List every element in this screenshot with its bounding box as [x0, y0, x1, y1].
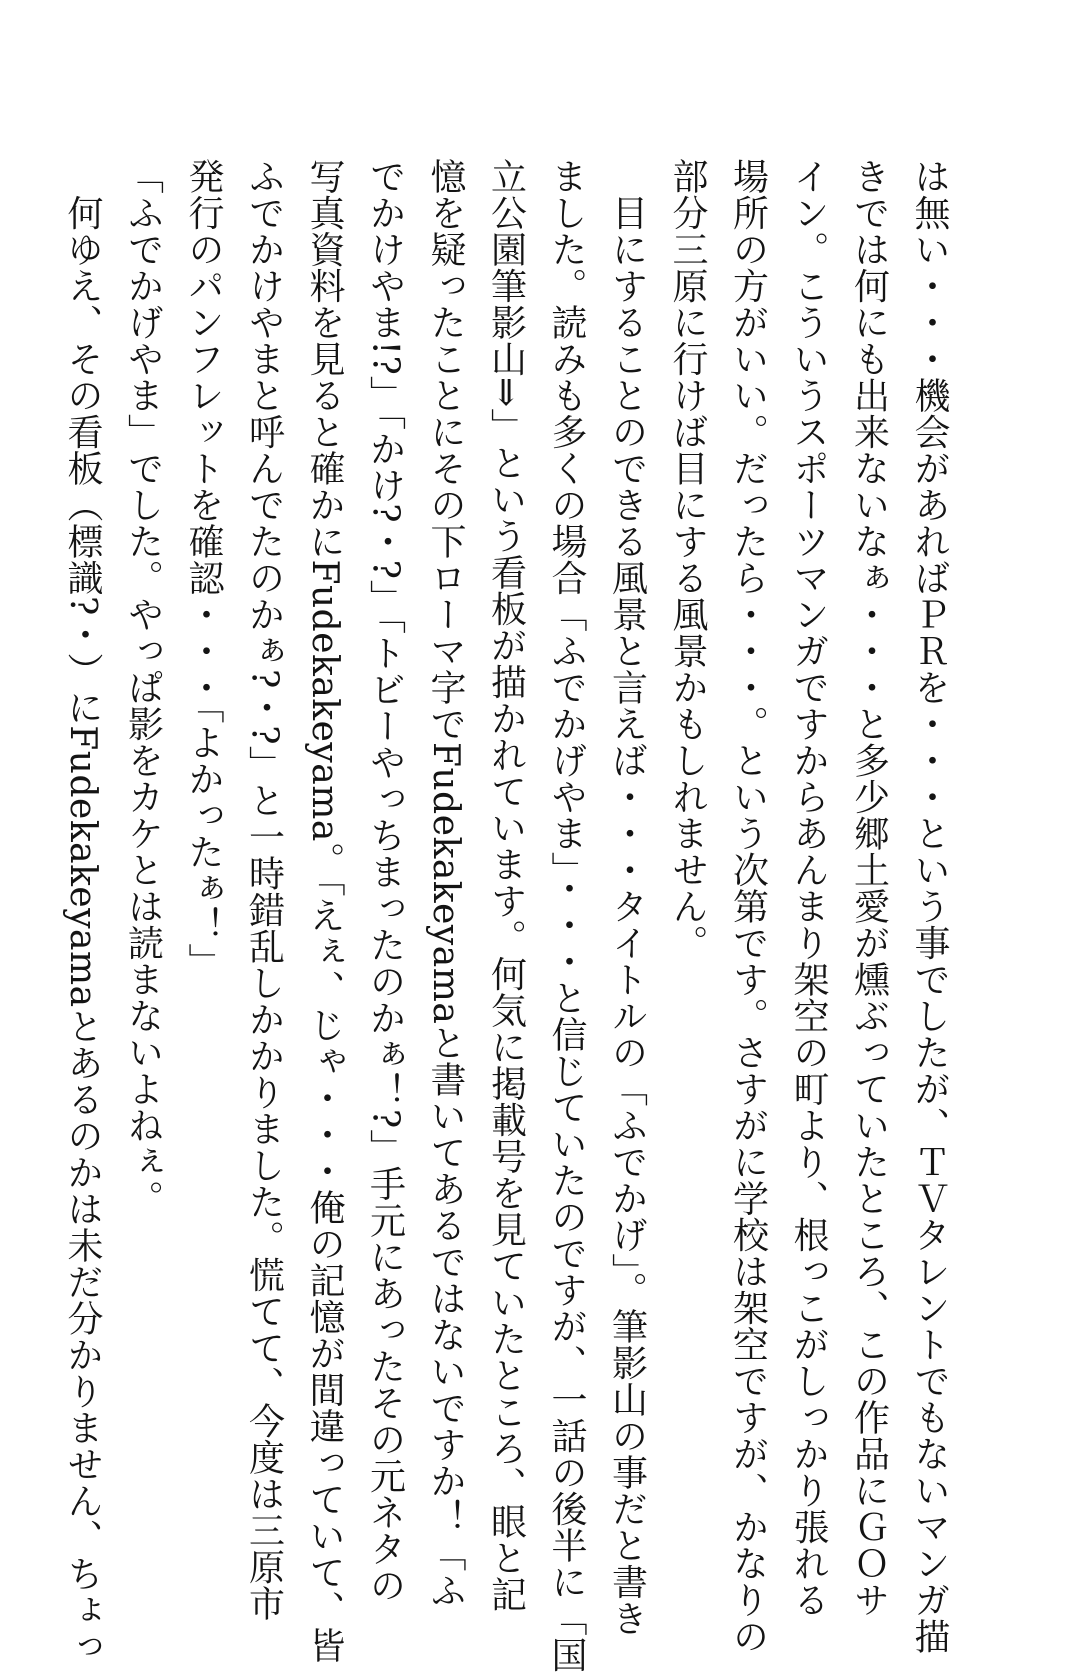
text-line: きでは何にも出来ないなぁ・・・と多少郷土愛が燻ぶっていたところ、この作品にＧＯサ [848, 158, 890, 1618]
text-line: は無い・・・機会があればＰＲを・・・という事でしたが、ＴＶタレントでもないマンガ描 [909, 158, 950, 1655]
text-line: 「ふでかげやま」でした。やっぱ影をカケとは読まないよねぇ。 [122, 158, 164, 1217]
text-line: 写真資料を見ると確かにFudekakeyama。「えぇ、じゃ・・・俺の記憶が間違っていて、皆 [304, 158, 345, 1664]
text-line: ふでかけやまと呼んでたのかぁ?・?」と一時錯乱しかかりました。慌てて、今度は三原市 [243, 158, 285, 1622]
text-line: でかけやま!?」「かけ?・?」「トビーやっちまったのかぁ！?」手元にあったその元ネタの [364, 158, 406, 1604]
text-line: 発行のパンフレットを確認・・・「よかったぁ！」 [183, 158, 224, 980]
text-line: 立公園筆影山⇒」という看板が描かれています。何気に掲載号を見ていたところ、眼と記 [485, 158, 527, 1613]
text-line: 場所の方がいい。だったら・・・。という次第です。さすがに学校は架空ですが、かなりの [727, 158, 769, 1655]
text-line: イン。こういうスポーツマンガですからあんまり架空の町より、根っこがしっかり張れる [788, 158, 829, 1618]
text-line: 何ゆえ、その看板（標識?・）にFudekakeyamaとあるのかは未だ分かりません、ちょっ [62, 158, 103, 1665]
text-line: ました。読みも多くの場合「ふでかげやま」・・・と信じていたのですが、一話の後半に「国 [546, 158, 587, 1673]
text-line: 部分三原に行けば目にする風景かもしれません。 [667, 158, 708, 961]
text-line: 目にすることのできる風景と言えば・・・タイトルの「ふでかげ」。筆影山の事だと書き [606, 158, 648, 1637]
body-text [52, 158, 960, 1673]
text-line: 憶を疑ったことにその下ローマ字でFudekakeyamaと書いてあるではないですか！「ふ [425, 158, 466, 1609]
